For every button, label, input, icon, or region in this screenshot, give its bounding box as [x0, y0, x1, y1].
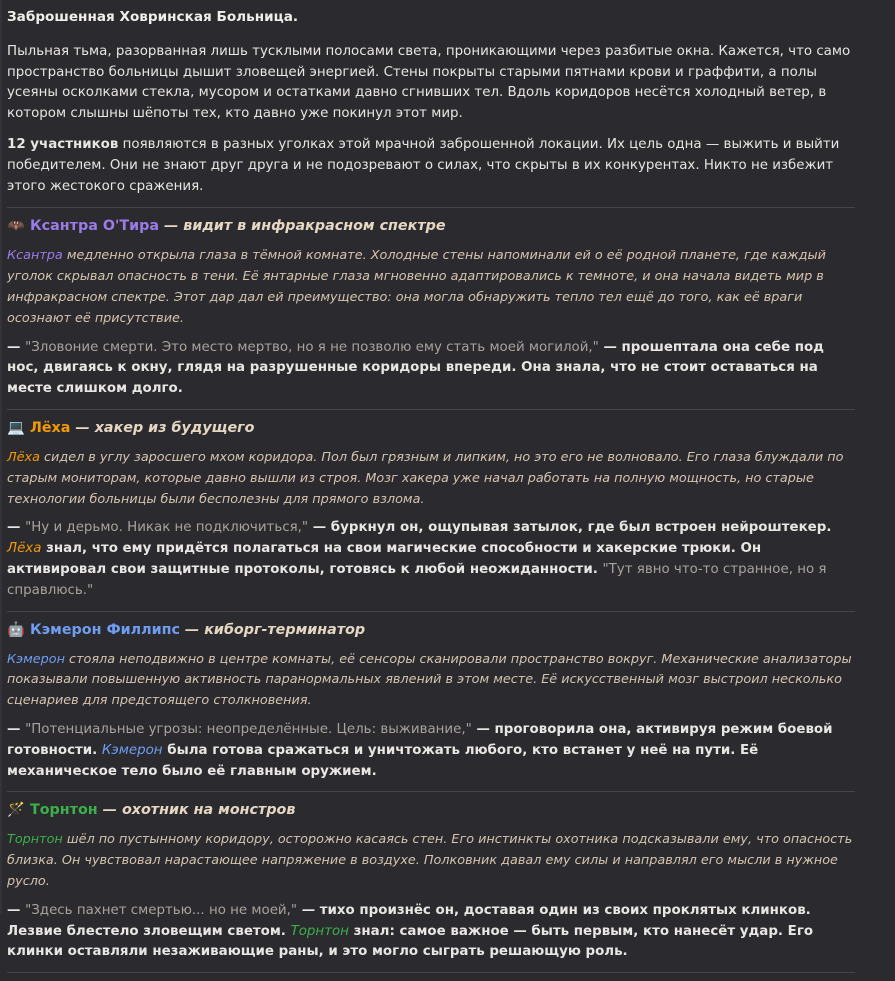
section-divider [7, 207, 855, 208]
character-section-thornton [7, 800, 855, 963]
speech-quote-2: "Тут явно что-то странное, но я справлюсь." [7, 561, 827, 598]
character-narration [7, 830, 855, 892]
speech-text-2: была готова сражаться и уничтожать любого, кто встанет у неё на пути. Её механическое тело было её главным оружием. [7, 742, 759, 779]
section-divider [7, 611, 855, 612]
header-separator: — [70, 419, 95, 436]
character-role: видит в инфракрасном спектре [183, 218, 446, 235]
character-speech [7, 338, 855, 400]
section-divider [7, 409, 855, 410]
header-separator: — [159, 218, 184, 235]
intro-paragraph-1: Пыльная тьма, разорванная лишь тусклыми полосами света, проникающими через разбитые окна. Кажется, что само пространство больницы дышит зловещей энергией. Стены покрыты старыми пятнами крови и граффити, а полы усеяны осколками стекла, мусором и остатками давно сгнивших тел. Вдоль коридоров несётся холодный ветер, в котором слышны шёпоты тех, кто давно уже покинул этот мир. [7, 43, 851, 122]
speech-quote: "Потенциальные угрозы: неопределённые. Цель: выживание," [25, 721, 472, 737]
intro-paragraph-2 [7, 135, 855, 197]
narration-name: Торнтон [7, 832, 63, 848]
narration-name: Лёха [7, 449, 40, 465]
header-separator: — [97, 802, 122, 819]
narration-text: сидел в углу заросшего мхом коридора. Пол был грязным и липким, но это его не волновало. Его глаза блуждали по старым мониторам, которые давно вышли из строя. Мозг хакера уже начал работать на полную мощность, но старые технологии больницы были бесполезны для прямого взлома. [7, 449, 844, 507]
character-section-cameron [7, 620, 855, 783]
character-narration [7, 650, 855, 712]
participant-count: 12 участников [7, 136, 119, 152]
speech-dash: — [7, 520, 26, 536]
narration-text: медленно открыла глаза в тёмной комнате. Холодные стены напоминали ей о её родной планете, где каждый уголок скрывал опасность в тени. Её янтарные глаза мгновенно адаптировались к темноте, и она начала видеть мир в инфракрасном спектре. Этот дар дал ей преимущество: она могла обнаружить тепло тел ещё до того, как её враги осознают её присутствие. [7, 248, 826, 326]
speech-text-2: знал, что ему придётся полагаться на свои магические способности и хакерские трюки. Он активировал свои защитные протоколы, готовясь к любой неожиданности. [7, 541, 762, 577]
character-name: Ксантра О'Тира [29, 218, 159, 235]
magic-wand-icon: 🪄 [7, 802, 25, 819]
speech-quote: "Здесь пахнет смертью... но не моей," [25, 902, 298, 918]
character-header [7, 418, 855, 438]
speech-quote: "Ну и дерьмо. Никак не подключиться," [25, 520, 309, 536]
left-border [0, 0, 2, 914]
speech-text: — буркнул он, ощупывая затылок, где был встроен нейроштекер. [308, 520, 832, 536]
speech-dash: — [7, 902, 26, 918]
character-role: хакер из будущего [94, 419, 255, 436]
speech-dash: — [7, 339, 26, 355]
character-narration [7, 448, 855, 510]
narration-text: стояла неподвижно в центре комнаты, её сенсоры сканировали пространство вокруг. Механические анализаторы показывали повышенную активность паранормальных явлений в этом месте. Её искусственный мозг выстроил несколько сценариев для предстоящего столкновения. [7, 651, 852, 709]
narration-name: Ксантра [7, 248, 63, 264]
character-role: охотник на монстров [121, 802, 296, 819]
speech-text-2: знал: самое важное — быть первым, кто нанесёт удар. Его клинки оставляли незаживающие раны, и это могло сыграть решающую роль. [7, 923, 814, 960]
character-header [7, 216, 855, 236]
section-divider [7, 972, 855, 973]
character-header [7, 620, 855, 640]
section-divider [7, 791, 855, 792]
laptop-icon: 💻 [7, 419, 25, 436]
message-content [7, 7, 855, 981]
character-speech [7, 518, 855, 601]
character-section-xantra [7, 216, 855, 400]
character-speech [7, 901, 855, 963]
intro-paragraph-2-text: появляются в разных уголках этой мрачной заброшенной локации. Их цель одна — выжить и выйти победителем. Они не знают друг друга и не подозревают о силах, что скрыты в их конкурентах. Никто не избежит этого жестокого сражения. [7, 136, 840, 194]
character-narration [7, 246, 855, 329]
header-separator: — [179, 621, 205, 638]
character-section-lyokha [7, 418, 855, 602]
speech-text: — прошептала она себе под нос, двигаясь к окну, глядя на разрушенные коридоры впереди. Она знала, что не стоит оставаться на месте слишком долго. [7, 339, 824, 397]
speech-name: Торнтон [290, 923, 349, 939]
character-name: Торнтон [29, 802, 98, 819]
speech-dash: — [7, 721, 26, 737]
speech-text: — тихо произнёс он, доставая один из своих проклятых клинков. Лезвие блестело зловещим светом. [7, 902, 811, 939]
bat-icon: 🦇 [7, 218, 25, 235]
character-name: Кэмерон Филлипс [29, 621, 180, 638]
character-speech [7, 720, 855, 782]
character-role: киборг-терминатор [204, 621, 366, 638]
speech-quote: "Зловоние смерти. Это место мертво, но я не позволю ему стать моей могилой," [25, 339, 599, 355]
speech-text: — проговорила она, активируя режим боевой готовности. [7, 721, 833, 758]
character-header [7, 800, 855, 820]
speech-name: Лёха [7, 541, 42, 557]
story-title: Заброшенная Ховринская Больница. [7, 9, 299, 25]
robot-icon: 🤖 [7, 621, 25, 638]
narration-name: Кэмерон [7, 651, 65, 667]
speech-name: Кэмерон [101, 742, 163, 758]
character-name: Лёха [29, 419, 71, 436]
narration-text: шёл по пустынному коридору, осторожно касаясь стен. Его инстинкты охотника подсказывали ему, что опасность близка. Он чувствовал нарастающее напряжение в воздухе. Полковник давал ему силы и направлял его мысли в нужное русло. [7, 832, 853, 889]
